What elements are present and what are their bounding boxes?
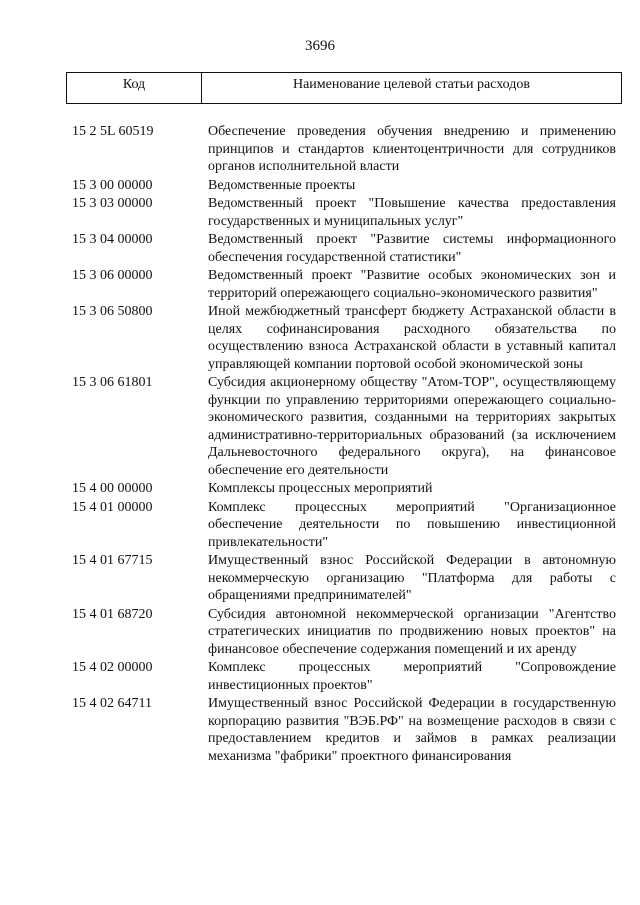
table-row bbox=[72, 123, 616, 176]
header-name: Наименование целевой статьи расходов bbox=[292, 77, 531, 92]
row-code: 15 3 06 00000 bbox=[72, 268, 153, 283]
row-code: 15 3 04 00000 bbox=[72, 232, 153, 247]
row-code: 15 3 06 50800 bbox=[72, 304, 153, 319]
row-name: Субсидия автономной некоммерческой организации "Агентство стратегических инициатив по продвижению новых проектов" на финансовое обеспечение содержания помещений и их аренду bbox=[208, 606, 616, 657]
row-code: 15 4 01 67715 bbox=[72, 553, 153, 568]
row-code: 15 2 5L 60519 bbox=[72, 124, 154, 139]
row-name: Субсидия акционерному обществу "Атом-ТОР", осуществляющему функции по управлению территориями опережающего социально-экономического развития, созданными на территориях закрытых административно-территориальных образований (за исключением Дальневосточного федерального округа), на финансовое обеспечение его деятельности bbox=[208, 375, 616, 478]
table-row bbox=[72, 695, 616, 765]
row-code: 15 4 02 64711 bbox=[72, 696, 152, 711]
table-header bbox=[66, 72, 622, 104]
row-name: Ведомственный проект "Развитие системы информационного обеспечения государственной статистики" bbox=[208, 232, 616, 265]
table-row bbox=[72, 231, 616, 266]
row-name: Комплексы процессных мероприятий bbox=[208, 481, 433, 496]
row-name: Ведомственный проект "Повышение качества предоставления государственных и муниципальных услуг" bbox=[208, 196, 616, 229]
row-name: Имущественный взнос Российской Федерации в автономную некоммерческую организацию "Платформа для работы с обращениями предпринимателей" bbox=[208, 553, 616, 603]
row-name: Обеспечение проведения обучения внедрению и применению принципов и стандартов клиентоцентричности для сотрудников органов исполнительной власти bbox=[208, 124, 616, 174]
table-row bbox=[72, 552, 616, 605]
table-row bbox=[72, 195, 616, 230]
table-row bbox=[72, 374, 616, 479]
row-name: Комплекс процессных мероприятий "Организационное обеспечение деятельности по повышению инвестиционной привлекательности" bbox=[208, 499, 616, 550]
table-row bbox=[72, 303, 616, 373]
row-name: Имущественный взнос Российской Федерации в государственную корпорацию развития "ВЭБ.РФ" на возмещение расходов в связи с предоставлением кредитов и займов в рамках реализации механизма "фабрики" проектного финансирования bbox=[208, 696, 616, 764]
row-name: Ведомственные проекты bbox=[208, 177, 356, 193]
row-code: 15 3 06 61801 bbox=[72, 375, 153, 390]
header-code: Код bbox=[122, 77, 146, 92]
table-row bbox=[72, 606, 616, 659]
row-name: Ведомственный проект "Развитие особых экономических зон и территорий опережающего социально-экономического развития" bbox=[208, 268, 616, 301]
row-code: 15 4 01 00000 bbox=[72, 499, 153, 515]
row-code: 15 4 01 68720 bbox=[72, 606, 153, 622]
table-row bbox=[72, 659, 616, 694]
table-row bbox=[72, 267, 616, 302]
table-body bbox=[72, 123, 616, 766]
table-row bbox=[72, 499, 616, 552]
row-code: 15 4 02 00000 bbox=[72, 660, 153, 675]
row-code: 15 3 03 00000 bbox=[72, 196, 153, 211]
table-row bbox=[72, 480, 616, 498]
page-number: 3696 bbox=[305, 38, 335, 54]
row-name: Комплекс процессных мероприятий "Сопровождение инвестиционных проектов" bbox=[208, 660, 616, 693]
row-name: Иной межбюджетный трансферт бюджету Астраханской области в целях софинансирования расходного обязательства по осуществлению взноса Астраханской области в уставный капитал управляющей компании портовой особой экономической зоны bbox=[208, 304, 616, 372]
row-code: 15 4 00 00000 bbox=[72, 481, 153, 496]
table-row bbox=[72, 177, 616, 195]
row-code: 15 3 00 00000 bbox=[72, 177, 153, 193]
